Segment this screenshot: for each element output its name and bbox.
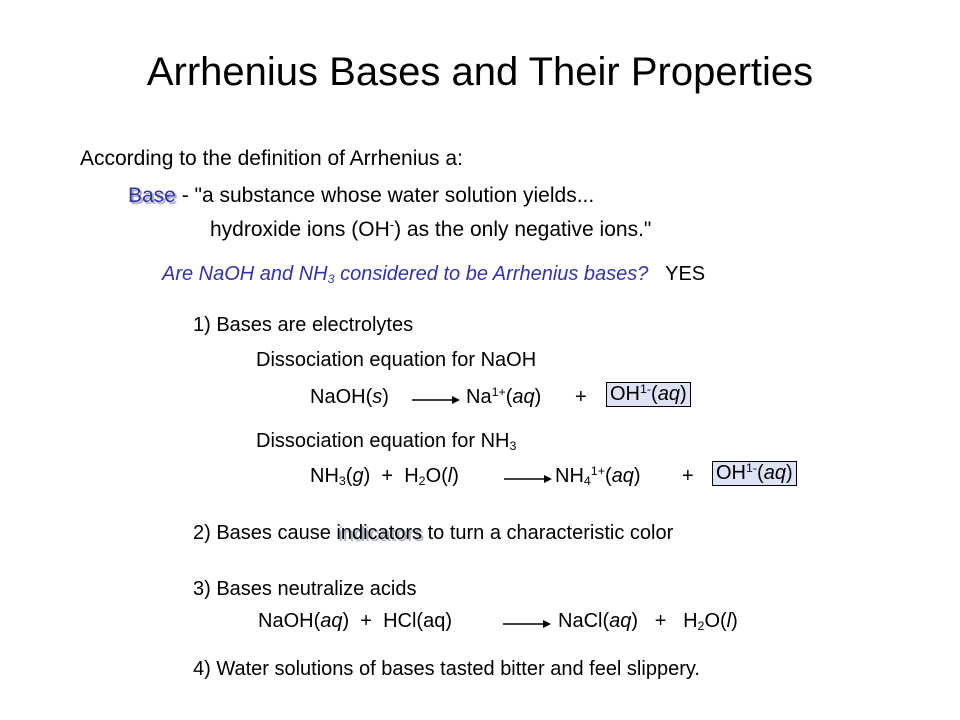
point-1: 1) Bases are electrolytes — [193, 314, 414, 336]
reaction-arrow-icon — [503, 619, 551, 629]
equation-1-product-1: $Na^{1+}(aq)$ — [466, 385, 542, 408]
equation-2-plus: + — [682, 465, 694, 487]
equation-2-product-2: $OH^{1-}(aq)$ — [712, 462, 797, 485]
definition-line-1 — [128, 184, 594, 208]
hydroxide-charge: - — [389, 216, 395, 232]
base-term: Base — [128, 184, 176, 207]
dissociation-naoh-label: Dissociation equation for NaOH — [256, 349, 537, 371]
equation-3-products: NaCl(aq) + $H_2O(l)$ — [558, 610, 738, 634]
point-3: 3) Bases neutralize acids — [193, 578, 417, 600]
point-2: 2) Bases cause indicators to turn a characteristic color — [193, 522, 674, 544]
equation-2-product-1: $NH_4^{1+}(aq)$ — [555, 464, 641, 489]
definition-text-2a: hydroxide ions (OH — [210, 218, 390, 241]
reaction-arrow-icon — [504, 474, 552, 484]
definition-line-2 — [210, 218, 651, 242]
definition-text-1: - "a substance whose water solution yields... — [175, 184, 595, 207]
equation-1-reactant: NaOH(s) — [310, 386, 389, 408]
dissociation-nh3-label: Dissociation equation for $NH_3$ — [256, 430, 517, 454]
indicators-term: indicators — [336, 522, 423, 544]
slide-title: Arrhenius Bases and Their Properties — [146, 50, 814, 94]
definition-text-2b: ) as the only negative ions." — [394, 218, 652, 241]
question-line — [162, 263, 705, 286]
equation-1-product-2: $OH^{1-}(aq)$ — [606, 383, 691, 406]
equation-3-reactants: NaOH(aq) + HCl(aq) — [258, 610, 452, 632]
equation-2-reactants: $NH_3(g) + H_2O(l)$ — [310, 465, 459, 489]
question-text: Are NaOH and $NH_3$ considered to be Arrhenius bases? — [162, 263, 649, 287]
equation-1-plus: + — [575, 386, 587, 408]
point-4: 4) Water solutions of bases tasted bitter and feel slippery. — [193, 658, 700, 680]
intro-text: According to the definition of Arrhenius a: — [80, 147, 463, 170]
reaction-arrow-icon — [412, 395, 460, 405]
answer-text: YES — [665, 263, 706, 285]
